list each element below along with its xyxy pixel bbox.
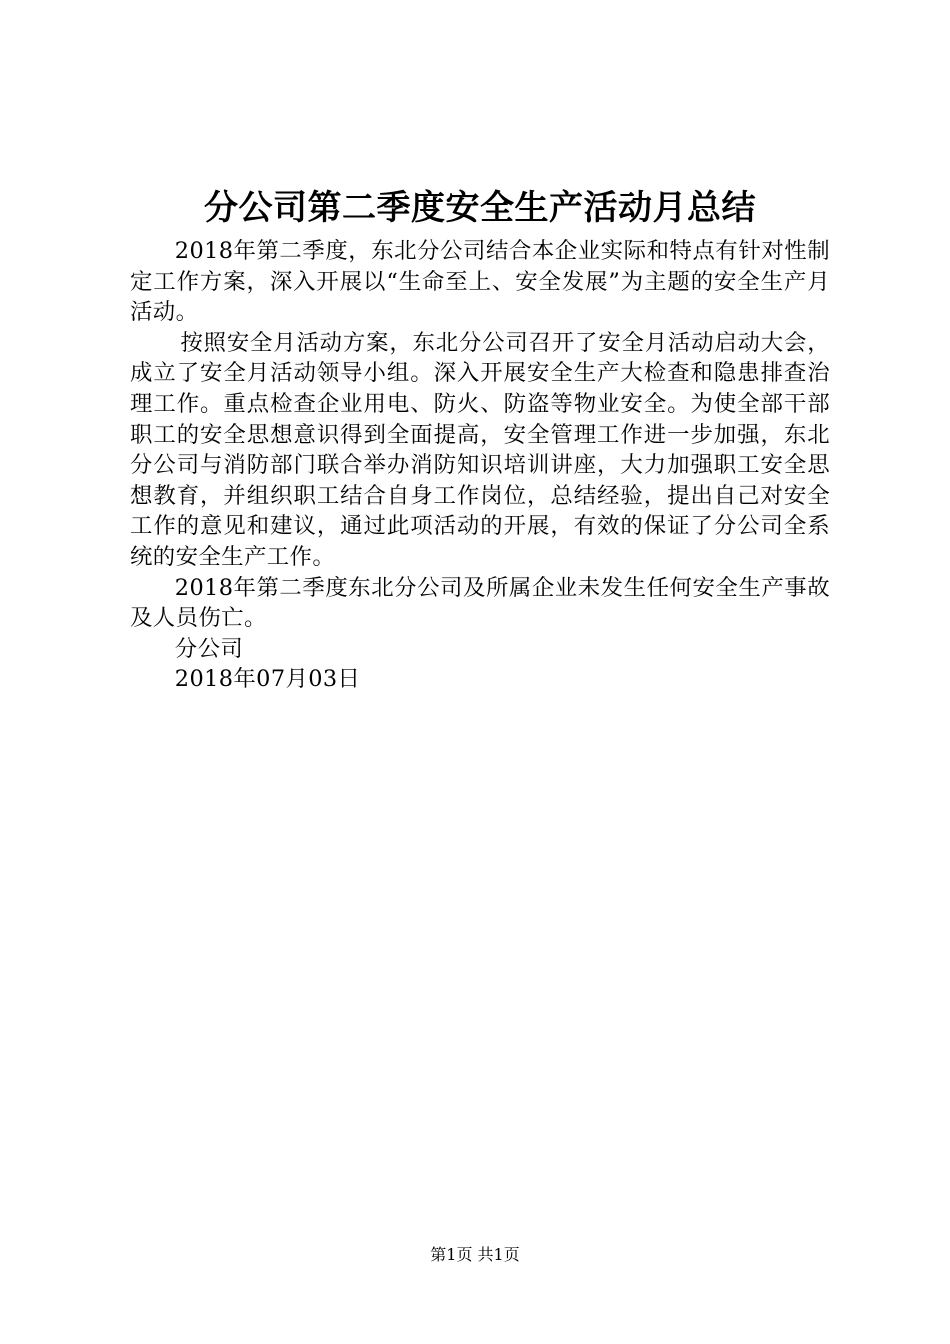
signature-org: 分公司 [174,635,244,662]
document-body [130,236,830,695]
page-footer: 第1页 共1页 [430,1245,520,1264]
paragraph-intro: 2018年第二季度，东北分公司结合本企业实际和特点有针对性制定工作方案，深入开展以“生命至上、安全发展”为主题的安全生产月活动。 [130,238,830,326]
signature-date: 2018年07月03日 [174,666,361,693]
paragraph-result: 2018年第二季度东北分公司及所属企业未发生任何安全生产事故及人员伤亡。 [130,574,830,632]
paragraph-activities: 按照安全月活动方案，东北分公司召开了安全月活动启动大会，成立了安全月活动领导小组。深入开展安全生产大检查和隐患排查治理工作。重点检查企业用电、防火、防盗等物业安全。为使全部干部职工的安全思想意识得到全面提高，安全管理工作进一步加强，东北分公司与消防部门联合举办消防知识培训讲座，大力加强职工安全思想教育，并组织职工结合自身工作岗位，总结经验，提出自己对安全工作的意见和建议，通过此项活动的开展，有效的保证了分公司全系统的安全生产工作。 [130,329,830,570]
document-title: 分公司第二季度安全生产活动月总结 [204,188,756,228]
